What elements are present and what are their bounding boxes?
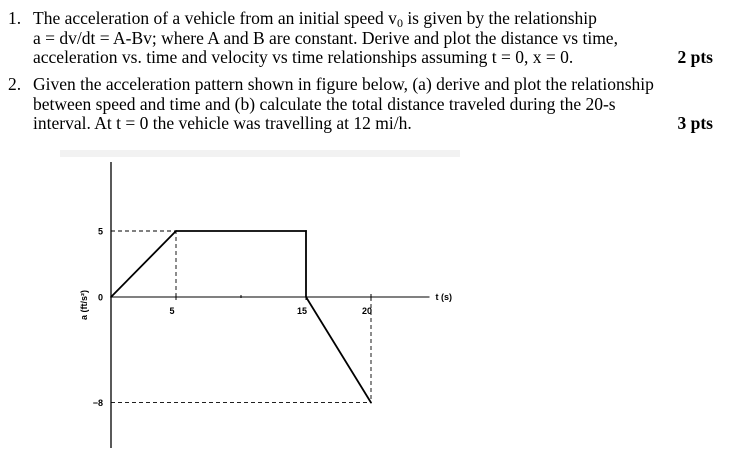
y-tick-label: 0 — [97, 292, 103, 303]
question-1-line-2: a = dv/dt = A-Bv; where A and B are constant. Derive and plot the distance vs time, — [33, 27, 618, 48]
x-tick-label: 20 — [361, 306, 373, 316]
question-2-line-2: between speed and time and (b) calculate the total distance traveled during the 20-s — [33, 93, 616, 114]
y-tick-label: 5 — [97, 226, 103, 237]
chart-series — [110, 230, 372, 403]
x-tick-label: 5 — [169, 306, 175, 316]
acceleration-chart — [60, 150, 480, 450]
y-axis-label: a (ft/s²) — [79, 290, 89, 320]
x-tick-label: 15 — [296, 306, 308, 316]
question-2-number: 2. — [8, 74, 22, 94]
data-point — [370, 402, 372, 404]
chart-ticks — [93, 227, 372, 409]
question-2-line-1: Given the acceleration pattern shown in figure below, (a) derive and plot the relationship — [33, 74, 654, 94]
question-1-number: 1. — [8, 8, 22, 28]
x-axis-label: t (s) — [435, 292, 452, 302]
question-1-points: 2 pts — [677, 47, 713, 67]
chart-labels — [79, 290, 452, 320]
question-2-line-3: interval. At t = 0 the vehicle was travelling at 12 mi/h. — [33, 113, 412, 133]
question-2-points: 3 pts — [677, 113, 713, 133]
question-1-line-1-text: The acceleration of a vehicle from an initial speed v — [33, 8, 397, 28]
data-point — [305, 230, 307, 232]
figure-top-band — [60, 150, 460, 157]
chart-axes — [111, 162, 430, 448]
question-1-line-1-rest: is given by the relationship — [402, 8, 597, 28]
question-1-line-3: acceleration vs. time and velocity vs time relationships assuming t = 0, x = 0. — [33, 47, 574, 67]
data-point — [175, 230, 177, 232]
data-point — [110, 296, 112, 298]
data-point — [305, 296, 307, 298]
acceleration-line — [111, 231, 371, 403]
question-1-subscript: 0 — [396, 16, 403, 30]
y-tick-label: −8 — [92, 398, 103, 409]
